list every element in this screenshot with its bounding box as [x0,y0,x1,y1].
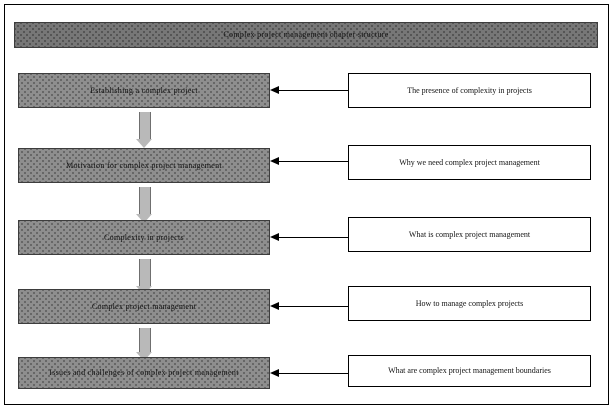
sidebox-label: What are complex project management boundaries [388,366,551,376]
node-label: Complexity in projects [104,232,184,242]
sidebox-presence-of-complexity [348,73,591,108]
arrow-node-2-to-node-3 [136,187,152,223]
sidebox-how-to-manage [348,286,591,321]
node-motivation-for-cpm [18,148,270,183]
sidebox-why-we-need-cpm [348,145,591,180]
node-complex-project-management [18,289,270,324]
sidebox-what-is-cpm [348,217,591,252]
sidebox-cpm-boundaries [348,355,591,387]
arrow-sidebox-2-to-node-2 [270,157,348,166]
sidebox-label: How to manage complex projects [415,298,524,308]
arrow-sidebox-1-to-node-1 [270,86,348,95]
diagram-frame [4,4,609,405]
node-label: Motivation for complex project management [66,160,222,170]
sidebox-label: Why we need complex project management [399,157,540,167]
node-label: Complex project management [91,301,197,311]
node-complexity-in-projects [18,220,270,255]
sidebox-label: The presence of complexity in projects [407,85,532,95]
arrow-sidebox-3-to-node-3 [270,233,348,242]
sidebox-label: What is complex project management [408,229,531,239]
arrow-sidebox-4-to-node-4 [270,302,348,311]
node-establishing-complex-project [18,73,270,108]
node-label: Establishing a complex project [90,85,198,95]
diagram-title-box [14,22,598,48]
diagram-title-label: Complex project management chapter structure [223,30,389,40]
node-issues-and-challenges [18,357,270,389]
node-label: Issues and challenges of complex project management [49,368,239,378]
arrow-node-1-to-node-2 [136,112,152,148]
arrow-sidebox-5-to-node-5 [270,369,348,378]
